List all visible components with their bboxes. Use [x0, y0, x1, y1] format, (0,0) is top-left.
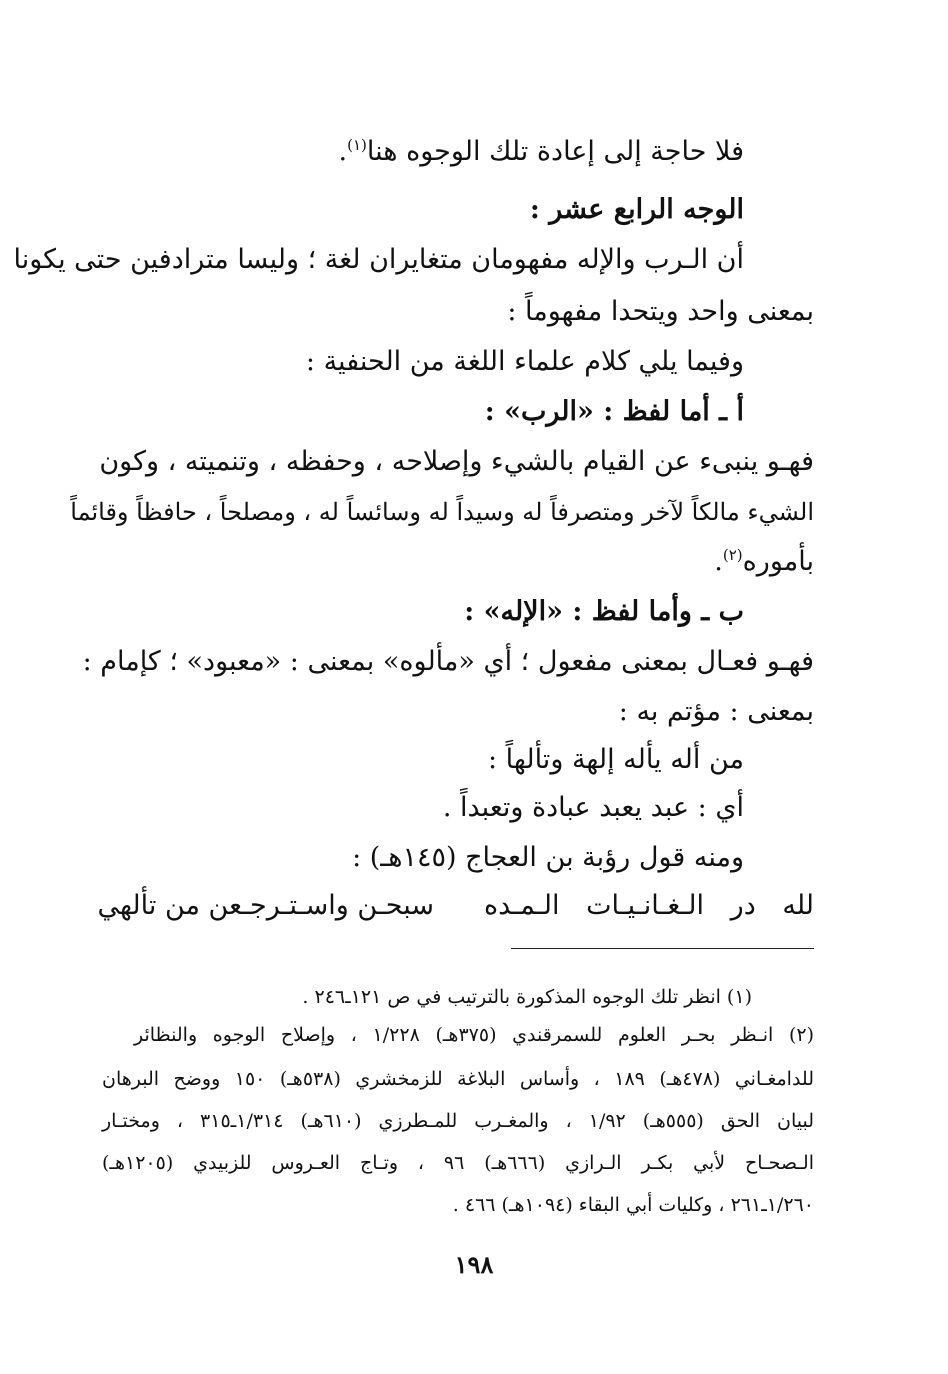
- line-5-text: وفيما يلي كلام علماء اللغة من الحنفية :: [305, 346, 744, 377]
- footnote-2-line-3: [102, 1106, 814, 1136]
- text-line-5: [144, 342, 744, 382]
- footnote-ref-2: (٢): [722, 546, 743, 564]
- footnote-2-line-5: [214, 1190, 814, 1220]
- text-line-7: [99, 442, 814, 482]
- text-line-9: [114, 542, 814, 582]
- footnote-2-line-4-text: الـصحـاح لأبي بكـر الـرازي (٦٦٦هـ) ٩٦ ، وتـاج العـروس للزبيدي (١٢٠٥هـ): [102, 1152, 814, 1174]
- text-line-13: [144, 740, 744, 780]
- line-14-text: أي : عبد يعبد عبادة وتعبداً .: [442, 792, 744, 823]
- heading-rabb-text: أ ـ أما لفظ : «الرب» :: [484, 396, 744, 427]
- text-line-14: [144, 788, 744, 828]
- line-9-period: .: [714, 546, 723, 577]
- text-line-1: [184, 132, 744, 172]
- line-12-text: بمعنى : مؤتم به :: [618, 696, 814, 727]
- heading-fourteenth-text: الوجه الرابع عشر :: [529, 194, 744, 225]
- heading-fourteenth-aspect: [184, 190, 744, 230]
- footnote-ref-1: (١): [347, 136, 367, 154]
- line-13-text: من أله يأله إلهة وتألهاً :: [488, 744, 744, 775]
- text-line-3: [13, 240, 744, 280]
- line-8-text: الشيء مالكاً لآخر ومتصرفاً له وسيداً له وسائساً له ، ومصلحاً ، حافظاً وقائماً: [70, 498, 814, 526]
- footnote-1: [152, 982, 752, 1012]
- footnote-2-line-2-text: للدامغـاني (٤٧٨هـ) ١٨٩ ، وأساس البلاغة للزمخشري (٥٣٨هـ) ١٥٠ ووضح البرهان: [102, 1068, 815, 1090]
- line-11-text: فهـو فعـال بمعنى مفعول ؛ أي «مألوه» بمعنى : «معبود» ؛ كإمام :: [82, 646, 814, 677]
- verse-left-text: سبحـن واسـتـرجـعن من تألهي: [97, 890, 434, 921]
- footnote-2-line-3-text: لبيان الحق (٥٥٥هـ) ١/٩٢ ، والمغـرب للمـطرزي (٦١٠هـ) ١/٣١٤ـ٣١٥ ، ومختـار: [102, 1110, 815, 1132]
- heading-rabb: [144, 392, 744, 432]
- footnote-2-line-1: [134, 1020, 814, 1050]
- footnote-separator: [511, 948, 814, 949]
- heading-ilah-text: ب ـ وأما لفظ : «الإله» :: [464, 596, 744, 627]
- line-4-text: بمعنى واحد ويتحدا مفهوماً :: [507, 296, 814, 327]
- footnote-2-line-4: [102, 1148, 814, 1178]
- text-line-8: [70, 492, 814, 532]
- verse-left-hemistich: [97, 886, 434, 926]
- line-7-text: فهـو ينبىء عن القيام بالشيء وإصلاحه ، وحفظه ، وتنميته ، وكون: [99, 446, 814, 477]
- text-line-15: [144, 838, 744, 878]
- line-1-text: فلا حاجة إلى إعادة تلك الوجوه هنا: [366, 136, 744, 167]
- text-line-12: [114, 692, 814, 732]
- footnote-2-line-5-text: ١/٢٦٠ـ٢٦١ ، وكليات أبي البقاء (١٠٩٤هـ) ٤٦٦ .: [452, 1194, 814, 1216]
- footnote-2-line-1-text: (٢) انـظر بحـر العلوم للسمرقندي (٣٧٥هـ) ١/٢٢٨ ، وإصلاح الوجوه والنظائر: [134, 1024, 814, 1046]
- line-1-period: .: [338, 136, 348, 167]
- footnote-1-text: (١) انظر تلك الوجوه المذكورة بالترتيب في ص ١٢١ـ٢٤٦ .: [302, 986, 752, 1008]
- verse-right-text: لله در الـغـانـيـات الـمـده: [484, 890, 814, 921]
- line-9-text: بأموره: [742, 546, 814, 577]
- page-number: ١٩٨: [454, 1250, 494, 1279]
- footnote-2-line-2: [102, 1064, 814, 1094]
- text-line-4: [114, 292, 814, 332]
- heading-ilah: [144, 592, 744, 632]
- line-15-text: ومنه قول رؤبة بن العجاج (١٤٥هـ) :: [352, 842, 744, 873]
- verse-right-hemistich: [484, 886, 814, 926]
- text-line-11: [82, 642, 814, 682]
- line-3-text: أن الـرب والإله مفهومان متغايران لغة ؛ وليسا مترادفين حتى يكونا: [13, 244, 744, 275]
